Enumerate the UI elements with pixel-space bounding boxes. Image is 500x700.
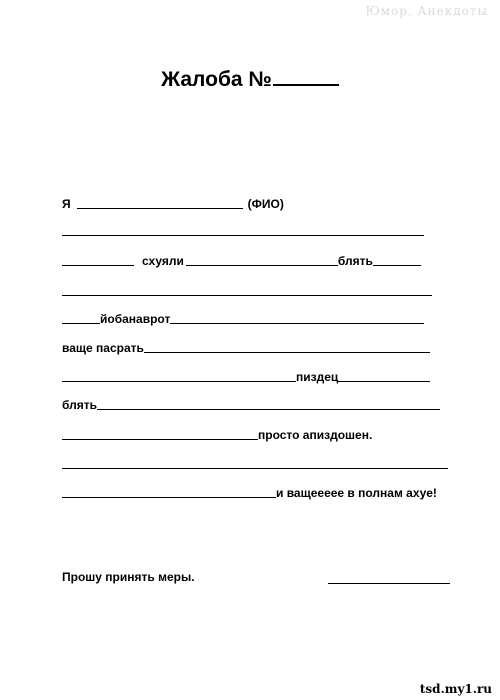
form-title-text: Жалоба № bbox=[161, 68, 272, 91]
row-9 bbox=[62, 426, 372, 442]
row-6-word: ваще пасрать bbox=[62, 341, 144, 355]
name-blank[interactable] bbox=[77, 208, 243, 209]
row-6 bbox=[62, 339, 430, 355]
blank-line-3b[interactable] bbox=[186, 265, 338, 266]
watermark-bottom: tsd.my1.ru bbox=[419, 682, 492, 696]
blank-line-3c[interactable] bbox=[373, 265, 421, 266]
row-3 bbox=[62, 252, 421, 268]
row-10 bbox=[62, 455, 448, 471]
row-5-word: йобанаврот bbox=[100, 312, 171, 326]
blank-line-7b[interactable] bbox=[338, 381, 430, 382]
row-7-word: пиздец bbox=[296, 370, 339, 384]
row-name bbox=[62, 195, 284, 211]
row-9-word: просто апиздошен. bbox=[258, 428, 373, 442]
row-11 bbox=[62, 484, 437, 500]
blank-line-10[interactable] bbox=[62, 468, 448, 469]
watermark-top: Юмор, Анекдоты bbox=[365, 4, 488, 18]
blank-line-3a[interactable] bbox=[62, 265, 134, 266]
blank-line-9[interactable] bbox=[62, 439, 258, 440]
blank-line-2[interactable] bbox=[62, 235, 424, 236]
row-4 bbox=[62, 282, 432, 298]
row-2 bbox=[62, 222, 424, 238]
row-3-word-2: блять bbox=[337, 254, 373, 268]
row-5 bbox=[62, 310, 424, 326]
form-title bbox=[0, 66, 500, 92]
blank-line-8[interactable] bbox=[97, 409, 440, 410]
blank-line-5a[interactable] bbox=[62, 323, 100, 324]
row-7 bbox=[62, 368, 430, 384]
blank-line-6[interactable] bbox=[144, 352, 430, 353]
complaint-number-blank[interactable] bbox=[273, 66, 339, 86]
request-text: Прошу принять меры. bbox=[62, 570, 195, 584]
row-11-word: и ващеееее в полнам ахуе! bbox=[276, 486, 437, 500]
signature-line[interactable] bbox=[328, 583, 450, 584]
row-3-word-1: схуяли bbox=[142, 254, 184, 268]
blank-line-4[interactable] bbox=[62, 295, 432, 296]
blank-line-7a[interactable] bbox=[62, 381, 296, 382]
row-8-word: блять bbox=[62, 398, 97, 412]
blank-line-5b[interactable] bbox=[170, 323, 424, 324]
row-8 bbox=[62, 396, 440, 412]
blank-line-11[interactable] bbox=[62, 497, 276, 498]
row-name-label: Я bbox=[62, 197, 71, 211]
row-name-fio: (ФИО) bbox=[247, 197, 284, 211]
